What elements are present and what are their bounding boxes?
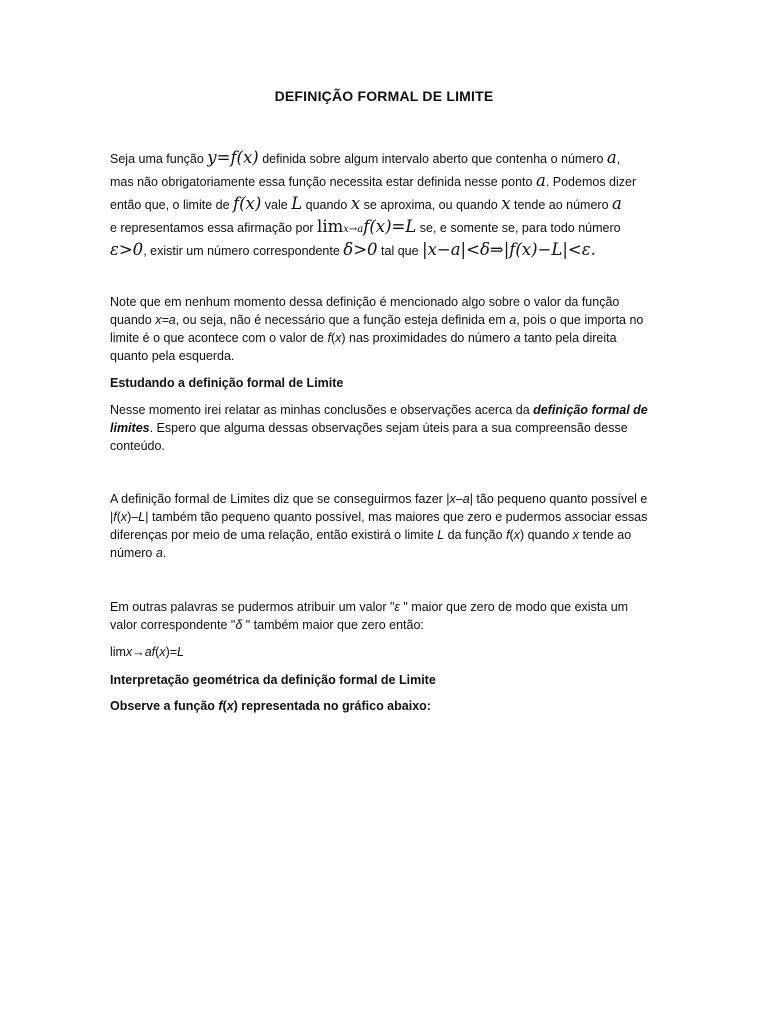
paragraph-formal-definition [110, 146, 658, 261]
math: y=f(x) [207, 148, 259, 167]
text: Note que em nenhum momento dessa definição é mencionado algo sobre o valor da função quando [110, 295, 620, 327]
text-italic: a [513, 331, 521, 345]
text: " também maior que zero então: [242, 618, 424, 632]
text-italic: f [506, 528, 510, 542]
text: . Espero que alguma dessas observações sejam úteis para a sua compreensão desse conteúdo. [110, 421, 628, 453]
text: " maior que zero de modo que exista um valor correspondente " [110, 600, 629, 632]
text-italic: x [513, 528, 520, 542]
text: e representamos essa afirmação por [110, 221, 318, 235]
paragraph-observations [110, 401, 658, 455]
text-italic: x [120, 510, 128, 524]
text: tende ao número [510, 198, 612, 212]
text: quando [302, 198, 351, 212]
math: ε>0 [110, 240, 144, 259]
text-italic: L [177, 645, 184, 659]
text: , ou seja, não é necessário que a função esteja definida em [175, 313, 510, 327]
text-italic: f [327, 331, 331, 345]
text-italic: ε [394, 600, 400, 614]
math-lim: lim [317, 217, 344, 236]
page-title: DEFINIÇÃO FORMAL DE LIMITE [274, 88, 494, 104]
math: a [612, 194, 622, 213]
math: f(x)=L [363, 217, 417, 236]
paragraph-formal-limits [110, 490, 658, 562]
text: , existir um número correspondente [143, 244, 344, 258]
text-italic: x [335, 331, 342, 345]
text-italic: f [113, 510, 117, 524]
text-italic: δ [235, 618, 243, 632]
text: vale [261, 198, 292, 212]
text-italic: x=a [155, 313, 176, 327]
text-italic: af [144, 645, 156, 659]
math: L [291, 194, 303, 213]
text: A definição formal de Limites diz que se conseguirmos fazer | [110, 492, 450, 506]
text-italic: x [125, 645, 133, 659]
limit-expression [110, 643, 658, 661]
text: ) quando [519, 528, 573, 542]
text: ( [330, 331, 336, 345]
paragraph-other-words [110, 598, 658, 634]
text: tal que [377, 244, 423, 258]
text: , [616, 152, 621, 166]
text: tanto pela direita quanto pela esquerda. [110, 331, 617, 363]
text: lim [110, 645, 126, 659]
text: . Podemos dizer [545, 175, 637, 189]
text-italic: x [572, 528, 580, 542]
text-bold-italic: definição formal de limites [110, 403, 648, 435]
text: se aproxima, ou quando [360, 198, 502, 212]
math-sub: x→a [343, 224, 364, 235]
paragraph-observe [110, 697, 658, 715]
text: )– [127, 510, 139, 524]
math: x [350, 194, 361, 213]
text: Observe a função [110, 699, 219, 713]
text-italic: f [218, 699, 223, 713]
text: ( [116, 510, 121, 524]
text: ) representada no gráfico abaixo: [233, 699, 431, 713]
section-heading-geometric: Interpretação geométrica da definição formal de Limite [110, 673, 436, 687]
line [110, 169, 658, 192]
text: Nesse momento irei relatar as minhas conclusões e observações acerca da [110, 403, 534, 417]
text-italic: L [138, 510, 146, 524]
text: . [162, 546, 167, 560]
text: Seja uma função [110, 152, 208, 166]
math: a [535, 171, 546, 190]
math: a [606, 148, 617, 167]
text: | tão pequeno quanto possível e | [110, 492, 648, 524]
text: → [132, 645, 145, 659]
text: então que, o limite de [110, 198, 233, 212]
text: definida sobre algum intervalo aberto que contenha o número [258, 152, 607, 166]
text: Em outras palavras se pudermos atribuir um valor " [110, 600, 395, 614]
text-italic: L [437, 528, 445, 542]
text-italic: x–a [449, 492, 470, 506]
text: da função [444, 528, 507, 542]
text: | também tão pequeno quanto possível, mas maiores que zero e pudermos associar essas diferenças por meio de uma relação, então existirá o limite [110, 510, 648, 542]
text: ( [222, 699, 227, 713]
text-italic: a [509, 313, 517, 327]
math: δ>0 [343, 240, 378, 259]
line [110, 192, 658, 215]
text-italic: a [155, 546, 163, 560]
line [110, 238, 658, 261]
section-heading: Estudando a definição formal de Limite [110, 376, 344, 390]
text: ) nas proximidades do número [341, 331, 514, 345]
text: se, e somente se, para todo número [416, 221, 621, 235]
text: mas não obrigatoriamente essa função necessita estar definida nesse ponto [110, 175, 536, 189]
text: ( [509, 528, 514, 542]
math: |x−a|<δ⇒|f(x)−L|<ε. [422, 240, 596, 259]
text-italic: x [226, 699, 234, 713]
text: ( [155, 645, 160, 659]
math: f(x) [233, 194, 262, 213]
paragraph-note [110, 293, 658, 365]
text: )= [165, 645, 178, 659]
math: x [501, 194, 511, 213]
line [110, 146, 658, 169]
text: , pois o que importa no limite é o que acontece com o valor de [110, 313, 644, 345]
line [110, 215, 658, 238]
text-italic: x [159, 645, 166, 659]
text: tende ao número [110, 528, 632, 560]
